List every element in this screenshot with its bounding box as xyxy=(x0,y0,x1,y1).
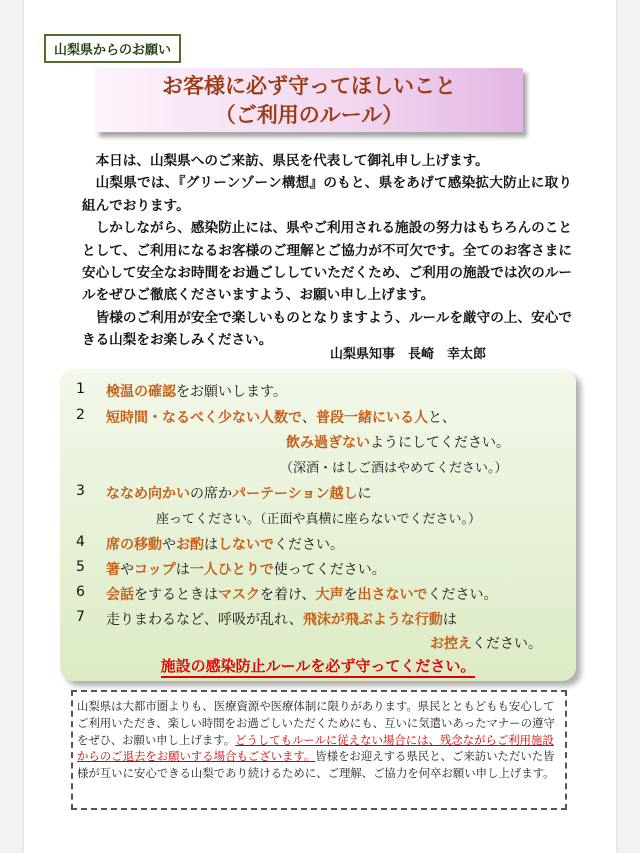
rule-text: は xyxy=(442,612,457,628)
rule-number: 4 xyxy=(76,534,85,550)
rule-3-line-1 xyxy=(106,483,371,503)
rule-text: の席か xyxy=(190,486,232,502)
rule-number: 2 xyxy=(76,407,85,423)
intro-paragraph: 本日は、山梨県へのご来訪、県民を代表して御礼申し上げます。 xyxy=(95,153,489,169)
rule-7-line-1 xyxy=(106,609,457,629)
rule-highlight: 検温の確認 xyxy=(106,384,176,400)
rule-highlight: 飲み過ぎない xyxy=(286,435,370,451)
rule-number: 5 xyxy=(76,559,85,575)
rule-highlight: 会話 xyxy=(106,587,134,603)
closing-text: 施設の感染防止ルールを必ず守ってください。 xyxy=(161,657,476,678)
rule-text: は xyxy=(204,537,218,553)
rule-4-text xyxy=(106,534,344,554)
rule-5-text xyxy=(106,559,386,579)
rule-highlight: マスク xyxy=(218,587,260,603)
header-tag: 山梨県からのお願い xyxy=(44,34,181,63)
rule-text: と、 xyxy=(428,410,456,426)
note-box xyxy=(71,690,567,810)
rule-number: 7 xyxy=(76,609,85,625)
rules-panel xyxy=(60,369,576,681)
intro-paragraph: 皆様のご利用が安全で楽しいものとなりますよう、ルールを厳守の上、安心できる山梨をお楽しみください。 xyxy=(82,309,572,349)
rule-text: ください。 xyxy=(427,587,498,603)
rule-text: は xyxy=(175,562,190,578)
note-text: 皆様をお迎えする県民と、ご来訪いただいた皆様が互いに安心できる山梨であり続けるために、ご理解、ご協力を何卒お願い申し上げます。 xyxy=(77,749,555,781)
rule-highlight: 出さないで xyxy=(357,587,428,603)
rule-6-text xyxy=(106,584,497,604)
rule-2-line-1 xyxy=(106,407,456,427)
rule-1-text xyxy=(106,381,287,401)
rule-text: を着け、 xyxy=(260,587,316,603)
rule-highlight: 普段一緒にいる人 xyxy=(316,410,428,426)
intro-paragraph: 山梨県では、『グリーンゾーン構想』のもと、県をあげて感染拡大防止に取り組んでおります。 xyxy=(82,175,572,214)
intro-paragraph: しかしながら、感染防止には、県やご利用される施設の努力はもちろんのこととして、ご利用になるお客様のご理解とご協力が不可欠です。全てのお客さまに安心して安全なお時間をお過ごししていただくため、ご利用の施設では次のルールをぜひご徹底くださいますよう、お願い申し上げます。 xyxy=(82,220,572,304)
rule-text: 使ってください。 xyxy=(273,562,386,578)
rule-text: を xyxy=(343,587,358,603)
rule-text: 走りまわるなど、呼吸が乱れ、 xyxy=(106,612,303,628)
rule-number: 1 xyxy=(76,381,85,397)
intro-text xyxy=(82,150,572,352)
rule-text: をするときは xyxy=(134,587,218,603)
rule-highlight: 飛沫が飛ぶような行動 xyxy=(302,612,443,628)
rule-highlight: お控え xyxy=(430,636,472,652)
rule-highlight: 大声 xyxy=(315,587,344,603)
rule-highlight: パーテーション越し xyxy=(232,486,358,502)
rule-highlight: 席の移動 xyxy=(106,537,162,553)
title-banner xyxy=(95,68,523,132)
rule-text: をお願いします。 xyxy=(176,384,287,400)
rule-highlight: ななめ向かい xyxy=(106,486,190,502)
rule-2-line-2 xyxy=(286,432,510,452)
rule-highlight: しないで xyxy=(218,537,274,553)
rule-text: に xyxy=(357,486,372,502)
rule-highlight: コップ xyxy=(134,562,176,578)
title-line-1: お客様に必ず守ってほしいこと xyxy=(162,74,456,98)
rule-highlight: 短時間・なるべく少ない人数で xyxy=(106,410,302,426)
note-warning: どうしてもルールに従えない場合には、残念ながらご利用施設からのご退去をお願いする場合もございます。 xyxy=(77,732,554,764)
rule-text: や xyxy=(120,562,134,578)
rule-text: 、 xyxy=(302,410,316,426)
rule-3-line-2: 座ってください。（正面や真横に座らないでください。） xyxy=(156,512,482,527)
rule-text: ようにしてください。 xyxy=(370,435,510,451)
rule-number: 6 xyxy=(76,584,85,600)
rule-text: や xyxy=(162,537,176,553)
title-line-2: （ご利用のルール） xyxy=(214,103,404,127)
rule-7-line-2 xyxy=(430,633,542,653)
note-text: 山梨県は大都市圏よりも、医療資源や医療体制に限りがあります。県民とともどもも安心してご利用いただき、楽しい時間をお過ごしいただくためにも、互いに気遣いあったマナーの遵守をぜひ、お願い申し上げます。 xyxy=(77,699,555,747)
rule-number: 3 xyxy=(76,483,85,499)
rule-highlight: お酌 xyxy=(176,537,204,553)
rule-text: ください。 xyxy=(472,636,542,652)
rule-text: ください。 xyxy=(274,537,344,553)
rule-2-note: （深酒・はしご酒はやめてください。） xyxy=(280,461,508,476)
signature: 山梨県知事 長崎 幸太郎 xyxy=(330,347,487,362)
closing-line xyxy=(60,655,576,676)
rule-highlight: 箸 xyxy=(106,562,120,578)
rule-highlight: 一人ひとりで xyxy=(189,562,274,578)
